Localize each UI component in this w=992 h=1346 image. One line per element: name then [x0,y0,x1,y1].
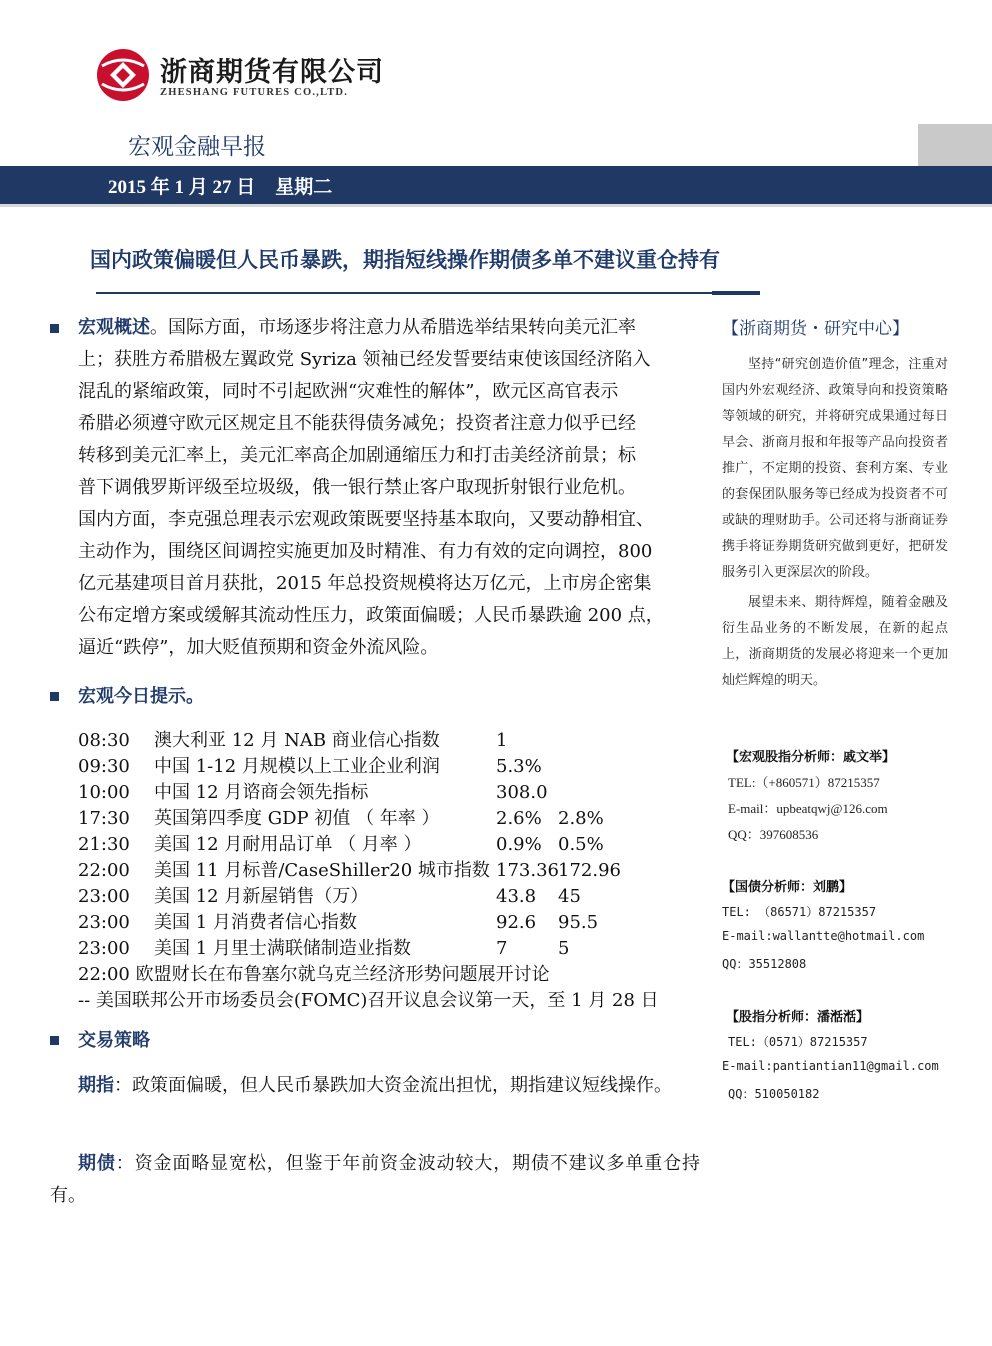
analyst-tel: TEL: （86571）87215357 [722,905,877,919]
overview-line: 上；获胜方希腊极左翼政党 Syriza 领袖已经发誓要结束使该国经济陷入 [78,349,651,370]
overview-line: 混乱的紧缩政策，同时不引起欧洲“灾难性的解体”，欧元区高官表示 [78,381,619,402]
analyst-qq: QQ：397608536 [728,827,819,842]
overview-line: 转移到美元汇率上，美元汇率高企加剧通缩压力和打击美经济前景；标 [78,445,636,466]
calendar-value: 0.5% [558,834,604,855]
overview-line: 希腊必须遵守欧元区规定且不能获得债务减免；投资者注意力似乎已经 [78,413,636,434]
strategy-bond-label: 期债 [78,1153,116,1174]
strategy-futures-text: ：政策面偏暖，但人民币暴跌加大资金流出担忧，期指建议短线操作。 [114,1075,672,1096]
calendar-row [0,806,720,832]
overview-line: 逼近“跌停”，加大贬值预期和资金外流风险。 [78,637,439,658]
analyst-tel: TEL:（0571）87215357 [728,1035,868,1049]
report-title: 宏观金融早报 [128,134,266,160]
calendar-time: 23:00 [78,912,130,933]
bullet-square-icon [50,1036,59,1045]
company-logo-icon [96,48,150,102]
calendar-value: 5 [558,938,570,959]
overview-label: 宏观概述 [78,317,150,338]
calendar-value: 308.0 [496,782,548,803]
calendar-row [0,754,720,780]
calendar-value: 172.96 [558,860,621,881]
section-heading-today: 宏观今日提示。 [78,686,204,707]
company-name-cn: 浙商期货有限公司 [160,57,384,88]
headline: 国内政策偏暖但人民币暴跌，期指短线操作期债多单不建议重仓持有 [90,248,720,272]
calendar-value: 1 [496,730,508,751]
report-weekday: 星期二 [275,177,333,198]
calendar-extra-line: 22:00 欧盟财长在布鲁塞尔就乌克兰经济形势问题展开讨论 [78,964,550,985]
overview-line: 国内方面，李克强总理表示宏观政策既要坚持基本取向，又要动静相宜、 [78,509,654,530]
header-decor-block [918,124,992,166]
section-heading-strategy: 交易策略 [78,1030,150,1051]
sidebar-heading: 【浙商期货・研究中心】 [722,319,909,339]
analyst-tel: TEL:（+860571）87215357 [728,775,880,790]
headline-rule-accent [712,291,760,295]
analyst-title: 【宏观股指分析师：戚文举】 [726,750,896,765]
calendar-value: 7 [496,938,508,959]
calendar-row [0,858,720,884]
calendar-time: 10:00 [78,782,130,803]
analyst-email[interactable]: E-mail:wallantte@hotmail.com [722,929,925,943]
strategy-bond [50,1148,700,1212]
calendar-row [0,910,720,936]
report-date [108,172,332,199]
calendar-value: 45 [558,886,581,907]
calendar-time: 08:30 [78,730,130,751]
calendar-value: 2.6% [496,808,542,829]
overview-paragraph [78,312,700,664]
calendar-value: 0.9% [496,834,542,855]
analyst-qq: QQ：510050182 [728,1087,820,1101]
sidebar-intro-p1: 坚持“研究创造价值”理念，注重对国内外宏观经济、政策导向和投资策略等领域的研究，并将研究成果通过每日早会、浙商月报和年报等产品向投资者推广，不定期的投资、套利方案、专业的套保团队服务等已经成为投资者不可或缺的理财助手。公司还将与浙商证券携手将证券期货研究做到更好，把研发服务引入更深层次的阶段。 [722,357,948,580]
calendar-event: 英国第四季度 GDP 初值 （ 年率 ） [154,808,440,829]
calendar-event: 中国 1-12 月规模以上工业企业利润 [154,756,440,777]
calendar-event: 美国 11 月标普/CaseShiller20 城市指数 [154,860,490,881]
calendar-event: 澳大利亚 12 月 NAB 商业信心指数 [154,730,440,751]
calendar-time: 23:00 [78,886,130,907]
calendar-event: 美国 1 月消费者信心指数 [154,912,357,933]
analyst-email[interactable]: E-mail:pantiantian11@gmail.com [722,1059,939,1073]
analyst-title: 【国债分析师：刘鹏】 [722,880,853,895]
calendar-row [0,728,720,754]
calendar-time: 23:00 [78,938,130,959]
calendar-value: 2.8% [558,808,604,829]
calendar-time: 09:30 [78,756,130,777]
calendar-extra-line: -- 美国联邦公开市场委员会(FOMC)召开议息会议第一天，至 1 月 28 日 [78,990,659,1011]
sidebar-intro-p2: 展望未来、期待辉煌，随着金融及衍生品业务的不断发展，在新的起点上，浙商期货的发展必将迎来一个更加灿烂辉煌的明天。 [722,595,948,688]
calendar-event: 美国 12 月耐用品订单 （ 月率 ） [154,834,422,855]
calendar-time: 21:30 [78,834,130,855]
calendar-value: 43.8 [496,886,537,907]
report-date-value: 2015 年 1 月 27 日 [108,177,256,198]
calendar-value: 173.36 [496,860,559,881]
overview-line: 宏观概述。国际方面，市场逐步将注意力从希腊选举结果转向美元汇率 [78,317,636,338]
bullet-square-icon [50,324,59,333]
strategy-bond-text: ：资金面略显宽松，但鉴于年前资金波动较大，期债不建议多单重仓持有。 [50,1153,700,1206]
overview-line: 主动作为，围绕区间调控实施更加及时精准、有力有效的定向调控，800 [78,541,653,562]
overview-line: 公布定增方案或缓解其流动性压力，政策面偏暖；人民币暴跌逾 200 点， [78,605,664,626]
headline-rule [96,292,760,294]
strategy-futures-label: 期指 [78,1075,114,1096]
calendar-event: 美国 1 月里士满联储制造业指数 [154,938,411,959]
calendar-row [0,832,720,858]
calendar-row [0,936,720,962]
calendar-value: 95.5 [558,912,599,933]
analyst-title: 【股指分析师：潘湉湉】 [726,1010,870,1025]
bullet-square-icon [50,692,59,701]
calendar-time: 17:30 [78,808,130,829]
calendar-value: 92.6 [496,912,537,933]
strategy-futures [50,1070,700,1102]
calendar-event: 中国 12 月谘商会领先指标 [154,782,369,803]
company-name-en: ZHESHANG FUTURES CO.,LTD. [160,87,349,98]
analyst-email[interactable]: E-mail：upbeatqwj@126.com [728,801,888,816]
calendar-value: 5.3% [496,756,542,777]
calendar-event: 美国 12 月新屋销售（万） [154,886,369,907]
calendar-row [0,780,720,806]
overview-line: 亿元基建项目首月获批，2015 年总投资规模将达万亿元，上市房企密集 [78,573,652,594]
analyst-qq: QQ：35512808 [722,957,807,971]
calendar-row [0,884,720,910]
calendar-time: 22:00 [78,860,130,881]
sidebar-intro [722,352,948,694]
overview-line: 普下调俄罗斯评级至垃圾级，俄一银行禁止客户取现折射银行业危机。 [78,477,636,498]
